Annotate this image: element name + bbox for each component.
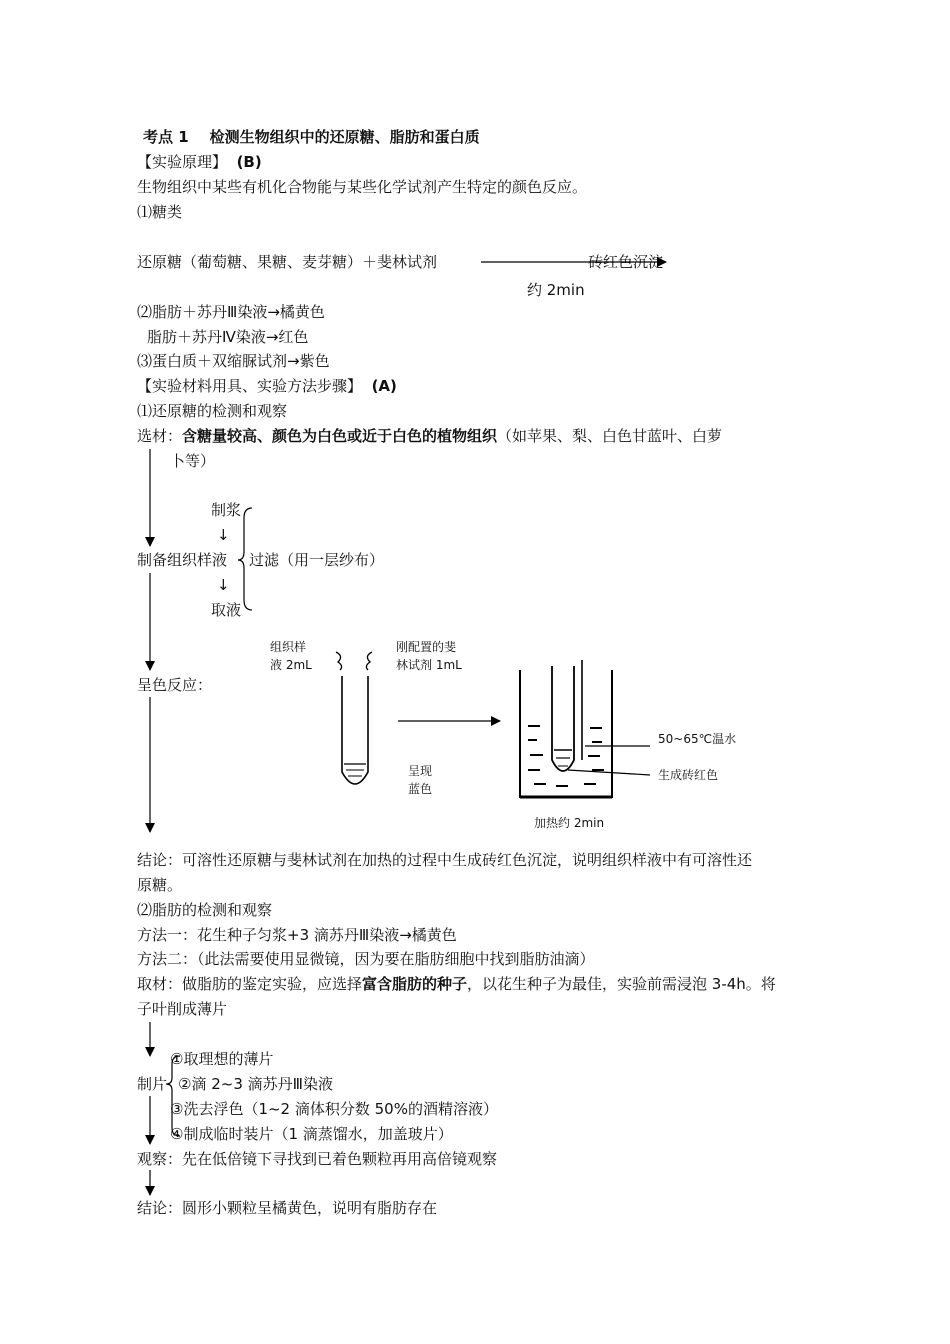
slice-step-3: ③洗去浮色（1~2 滴体积分数 50%的酒精溶液） (170, 1100, 498, 1118)
fig-reagent-label-2: 林试剂 1mL (396, 658, 462, 672)
section-title: 【实验原理】 (137, 153, 228, 171)
fat-test-title: ⑵脂肪的检测和观察 (137, 901, 273, 919)
fig-heat-label: 加热约 2min (534, 816, 605, 830)
sugar-conclusion-2: 原糖。 (137, 876, 183, 894)
test-tube-icon (336, 652, 372, 784)
sugar-test-title: ⑴还原糖的检测和观察 (137, 402, 288, 420)
sugar-conclusion-1: 结论：可溶性还原糖与斐林试剂在加热的过程中生成砖红色沉淀，说明组织样液中有可溶性还 (137, 851, 753, 869)
level-badge: (B) (236, 153, 262, 171)
slice-step-2: ②滴 2~3 滴苏丹Ⅲ染液 (178, 1075, 333, 1093)
fat-reaction-1: ⑵脂肪＋苏丹Ⅲ染液→橘黄色 (137, 303, 325, 321)
material-examples: （如苹果、梨、白色甘蓝叶、白萝 (497, 427, 723, 445)
slice-label: 制片 (137, 1075, 168, 1093)
principle-text: 生物组织中某些有机化合物能与某些化学试剂产生特定的颜色反应。 (137, 178, 588, 196)
fat-method-1: 方法一：花生种子匀浆+3 滴苏丹Ⅲ染液→橘黄色 (137, 926, 457, 944)
down-arrow: ↓ (217, 576, 230, 594)
prep-sample-label: 制备组织样液 (137, 551, 228, 569)
fig-blue-label-1: 呈现 (408, 764, 433, 778)
fat-reaction-2: 脂肪＋苏丹Ⅳ染液→红色 (147, 328, 309, 346)
material-label: 选材： (137, 427, 183, 445)
sugar-reaction-right: 砖红色沉淀 (588, 253, 664, 271)
fig-blue-label-2: 蓝色 (408, 782, 433, 796)
fig-reagent-label-1: 刚配置的斐 (396, 640, 457, 654)
sugar-label: ⑴糖类 (137, 203, 183, 221)
filter-step: 过滤（用一层纱布） (249, 551, 385, 569)
fig-brick-label: 生成砖红色 (658, 768, 719, 782)
sugar-material-cont: 卜等） (170, 452, 216, 470)
topic-number: 考点 1 (143, 128, 189, 146)
fat-method-2: 方法二：（此法需要使用显微镜，因为要在脂肪细胞中找到脂肪油滴） (137, 950, 595, 968)
brace-icon (166, 1056, 180, 1136)
fig-sample-label-1: 组织样 (270, 640, 307, 654)
fig-water-label: 50~65℃温水 (658, 732, 737, 746)
reaction-condition: 约 2min (527, 281, 585, 299)
fig-sample-label-2: 液 2mL (270, 658, 312, 672)
fat-conclusion: 结论：圆形小颗粒呈橘黄色，说明有脂肪存在 (137, 1199, 438, 1217)
take-liquid-step: 取液 (211, 601, 242, 619)
material-key: 含糖量较高、颜色为白色或近于白色的植物组织 (182, 427, 498, 445)
down-arrow: ↓ (217, 526, 230, 544)
section-title: 【实验材料用具、实验方法步骤】 (137, 377, 363, 395)
brace-icon (238, 508, 252, 610)
fat-material-text: 取材：做脂肪的鉴定实验，应选择 (137, 975, 363, 993)
fat-material-note: ，以花生种子为最佳，实验前需浸泡 3-4h。将 (467, 975, 776, 993)
protein-reaction: ⑶蛋白质＋双缩脲试剂→紫色 (137, 352, 330, 370)
step-pulp: 制浆 (211, 501, 242, 519)
level-badge: (A) (371, 377, 397, 395)
slice-step-4: ④制成临时装片（1 滴蒸馏水，加盖玻片） (170, 1125, 453, 1143)
fat-material-cont: 子叶削成薄片 (137, 1000, 228, 1018)
slice-step-1: ①取理想的薄片 (170, 1050, 274, 1068)
fat-observe: 观察：先在低倍镜下寻找到已着色颗粒再用高倍镜观察 (137, 1150, 498, 1168)
color-reaction-label: 呈色反应： (137, 676, 213, 694)
fat-material-key: 富含脂肪的种子 (362, 975, 468, 993)
sugar-reaction-left: 还原糖（葡萄糖、果糖、麦芽糖）＋斐林试剂 (137, 253, 438, 271)
topic-title: 检测生物组织中的还原糖、脂肪和蛋白质 (209, 128, 480, 146)
water-bath-beaker-icon (520, 660, 650, 797)
